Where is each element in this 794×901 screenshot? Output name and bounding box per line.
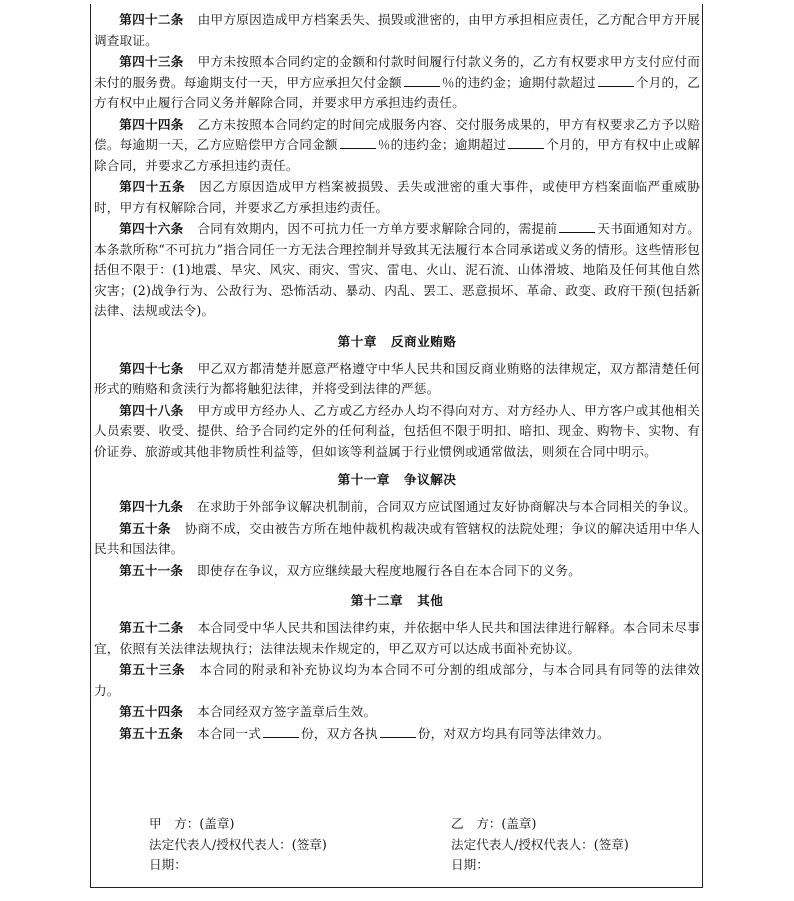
fill-blank[interactable] (340, 135, 376, 149)
article-text: 个月的，甲方有权中止或解除合同，并要求乙方承担违约责任。 (94, 137, 700, 173)
article-number: 第四十四条 (119, 116, 184, 132)
article-number: 第五十五条 (119, 725, 184, 741)
party-a-representative-line[interactable]: 法定代表人/授权代表人：(签章) (149, 836, 327, 852)
article-text: ％的违约金；逾期超过 (377, 137, 507, 152)
party-b-seal-line[interactable]: 乙 方：(盖章) (451, 816, 537, 831)
article-number: 第四十三条 (119, 54, 184, 69)
article-number: 第五十三条 (119, 662, 186, 677)
article-52 (94, 618, 700, 659)
signature-block-party-a (149, 814, 327, 876)
article-number: 第四十五条 (119, 179, 186, 194)
article-text: 由甲方原因造成甲方档案丢失、损毁或泄密的，由甲方承担相应责任，乙方配合甲方开展调查取证。 (94, 12, 700, 48)
party-a-date-line[interactable]: 日期： (149, 857, 187, 872)
party-b-date-line[interactable]: 日期： (451, 857, 489, 872)
article-number: 第四十六条 (119, 221, 184, 236)
article-47 (94, 359, 700, 400)
fill-blank[interactable] (263, 724, 299, 738)
article-text: 本合同受中华人民共和国法律约束，并依据中华人民共和国法律进行解释。本合同未尽事宜，依照有关法律法规执行；法律法规未作规定的，甲乙双方可以达成书面补充协议。 (94, 620, 700, 656)
article-text: 份，对双方均具有同等法律效力。 (417, 725, 610, 741)
fill-blank[interactable] (559, 219, 595, 233)
article-text: 份，双方各执 (301, 725, 378, 741)
article-text: 协商不成，交由被告方所在地仲裁机构裁决或有管辖权的法院处理；争议的解决适用中华人民共和国法律。 (94, 520, 700, 556)
fill-blank[interactable] (380, 724, 416, 738)
fill-blank[interactable] (508, 135, 544, 149)
article-text: 本合同的附录和补充协议均为本合同不可分割的组成部分，与本合同具有同等的法律效力。 (94, 662, 701, 698)
party-a-seal-line[interactable]: 甲 方：(盖章) (149, 816, 235, 831)
fill-blank[interactable] (404, 73, 440, 87)
article-43 (94, 52, 700, 114)
article-number: 第五十四条 (119, 704, 184, 719)
article-text: 本合同一式 (197, 725, 262, 741)
article-text: 即使存在争议，双方应继续最大程度地履行各自在本合同下的义务。 (197, 562, 581, 578)
article-number: 第四十八条 (119, 402, 184, 418)
article-text: 本合同经双方签字盖章后生效。 (197, 704, 377, 719)
article-55 (94, 724, 700, 745)
chapter-number: 第十一章 (337, 472, 390, 487)
article-text: 乙方未按照本合同约定的时间完成服务内容、交付服务成果的，甲方有权要求乙方予以赔偿。每逾期一天，乙方应赔偿甲方合同金额 (94, 116, 700, 152)
article-text: ％的违约金；逾期付款超过 (441, 74, 596, 90)
article-number: 第五十一条 (119, 562, 184, 578)
article-text: 在求助于外部争议解决机制前，合同双方应试图通过友好协商解决与本合同相关的争议。 (197, 499, 697, 514)
chapter-number: 第十章 (337, 333, 377, 349)
party-b-representative-line[interactable]: 法定代表人/授权代表人：(签章) (451, 836, 629, 852)
article-number: 第五十条 (119, 520, 171, 536)
chapter-11-heading (94, 469, 700, 488)
chapter-title: 争议解决 (404, 472, 457, 487)
chapter-title: 其他 (417, 593, 444, 608)
article-46 (94, 219, 700, 322)
article-text: 个月的，乙方有权中止履行合同义务并解除合同，并要求甲方承担违约责任。 (94, 74, 700, 110)
chapter-10-heading (94, 331, 700, 350)
fill-blank[interactable] (598, 73, 634, 87)
article-number: 第四十九条 (119, 499, 184, 514)
article-51 (94, 561, 700, 582)
chapter-title: 反商业贿赂 (390, 333, 457, 349)
article-54 (94, 702, 700, 723)
article-44 (94, 115, 700, 177)
article-text: 因乙方原因造成甲方档案被损毁、丢失或泄密的重大事件，或使甲方档案面临严重威胁时，甲方有权解除合同，并要求乙方承担违约责任。 (94, 179, 701, 215)
signature-block-party-b (451, 814, 629, 876)
article-number: 第四十七条 (119, 360, 184, 376)
contract-body (94, 10, 700, 745)
article-49 (94, 497, 700, 518)
article-number: 第五十二条 (119, 620, 184, 635)
article-text: 甲乙双方都清楚并愿意严格遵守中华人民共和国反商业贿赂的法律规定，双方都清楚任何形式的贿赂和贪渎行为都将触犯法律，并将受到法律的严惩。 (94, 360, 700, 396)
article-text: 合同有效期内，因不可抗力任一方单方要求解除合同的，需提前 (197, 221, 558, 236)
article-48 (94, 401, 700, 463)
chapter-number: 第十二章 (350, 593, 404, 608)
article-number: 第四十二条 (119, 12, 184, 27)
article-text: 甲方或甲方经办人、乙方或乙方经办人均不得向对方、对方经办人、甲方客户或其他相关人员索要、收受、提供、给予合同约定外的任何利益，包括但不限于明扣、暗扣、现金、购物卡、实物、有价证券、旅游或其他非物质性利益等，但如该等利益属于行业惯例或通常做法，则须在合同中明示。 (94, 402, 700, 459)
article-42 (94, 10, 700, 51)
article-53 (94, 660, 700, 701)
article-50 (94, 519, 700, 560)
article-45 (94, 177, 700, 218)
chapter-12-heading (94, 590, 700, 609)
article-text: 天书面通知对方。本条款所称“不可抗力”指合同任一方无法合理控制并导致其无法履行本合同承诺或义务的情形。这些情形包括但不限于：(1)地震、旱灾、风灾、雨灾、雪灾、雷电、火山、泥石流、山体滑坡、地陷及任何其他自然灾害；(2)战争行为、公敌行为、恐怖活动、暴动、内乱、罢工、恶意损坏、革命、政变、政府干预(包括新法律、法规或法令)。 (94, 221, 700, 318)
article-text: 甲方未按照本合同约定的金额和付款时间履行付款义务的，乙方有权要求甲方支付应付而未付的服务费。每逾期支付一天，甲方应承担欠付金额 (94, 54, 700, 90)
